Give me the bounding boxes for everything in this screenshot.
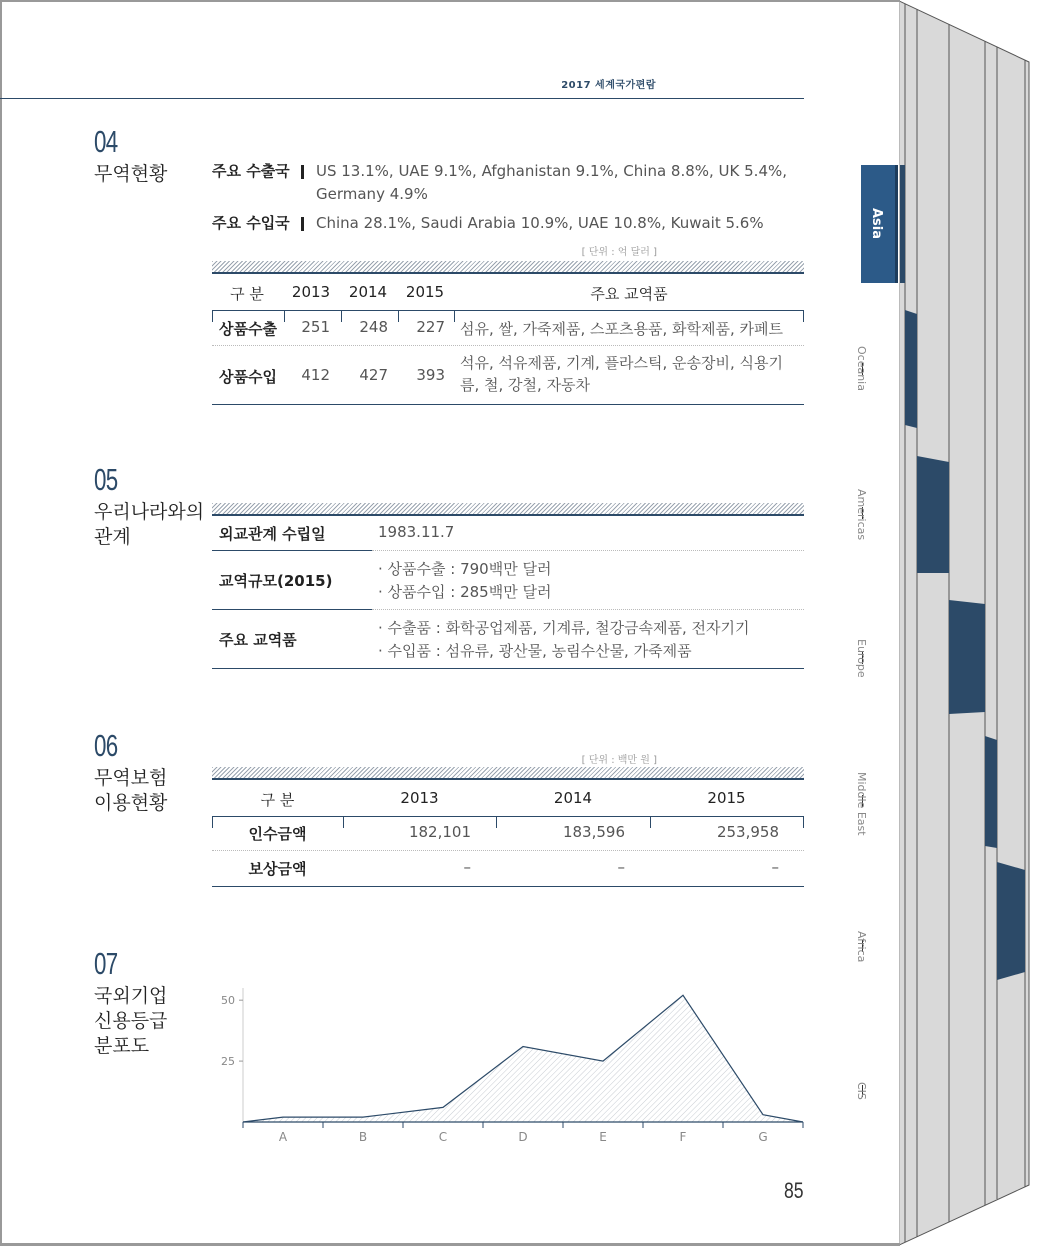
insurance-row-underwriting-2014: 183,596 [562,823,625,841]
trade-header-category: 구 분 [230,285,264,303]
tab-oceania[interactable]: Oceania [855,346,868,391]
trade-row-export-items: 섬유, 쌀, 가죽제품, 스포츠용품, 화학제품, 카페트 [460,320,783,338]
insurance-row-underwriting-2013: 182,101 [408,823,471,841]
x-tick-label-d: D [518,1130,528,1144]
header-title: 2017 세계국가편람 [561,80,656,91]
y-tick-label: 25 [221,1055,235,1069]
trade-unit-note: [ 단위 : 억 달러 ] [581,247,657,258]
trade-header-2013: 2013 [291,283,331,301]
tab-middle-east[interactable]: Middle East [855,772,868,836]
table-top-rule [212,514,804,516]
x-tick-label-g: G [758,1130,768,1144]
y-tick-label: 50 [221,994,235,1008]
relations-value-established: 1983.11.7 [378,523,455,541]
section-04-number: 04 [94,124,118,159]
trade-row-export-2013: 251 [301,318,330,336]
trade-row-import-items: 석유, 석유제품, 기계, 플라스틱, 운송장비, 식용기름, 철, 강철, 자동차 [460,354,783,394]
insurance-row-compensation-2015: – [771,858,779,876]
separator-bar [301,165,304,179]
section-07-title-line2: 신용등급 [94,1010,168,1032]
x-tick-label-b: B [358,1130,368,1144]
book-tab-stack [897,0,1045,1246]
section-05-title-line2: 관계 [94,526,131,548]
insurance-row-compensation-label: 보상금액 [248,860,307,878]
trade-header-items: 주요 교역품 [590,285,668,303]
import-countries-value: China 28.1%, Saudi Arabia 10.9%, UAE 10.8%, Kuwait 5.6% [316,214,764,232]
trade-row-import-label: 상품수입 [219,368,277,386]
relations-value-import-items: · 수입품 : 섬유류, 광산물, 농림수산물, 가죽제품 [378,642,692,660]
table-hatch-band [212,261,804,272]
section-07-number: 07 [94,946,118,981]
tab-asia-label: Asia [869,208,884,240]
trade-table-bottom-rule [212,404,804,405]
trade-row-import-2014: 427 [359,366,388,384]
relations-label-established: 외교관계 수립일 [219,525,326,543]
tab-americas[interactable]: Americas [855,489,868,541]
insurance-header-2014: 2014 [553,789,593,807]
table-hatch-band [212,767,804,778]
trade-header-2014: 2014 [348,283,388,301]
relations-label-trade-items: 주요 교역품 [219,631,297,649]
trade-row-export-2015: 227 [416,318,445,336]
tab-cis[interactable]: CIS [855,1082,868,1100]
insurance-row-underwriting-2015: 253,958 [716,823,779,841]
credit-rating-chart [200,980,810,1150]
import-countries-label: 주요 수입국 [212,214,290,232]
insurance-unit-note: [ 단위 : 백만 원 ] [581,755,657,766]
section-06-title-line2: 이용현황 [94,792,168,814]
separator-bar [301,217,304,231]
insurance-header-2013: 2013 [400,789,439,807]
table-hatch-band [212,503,804,514]
relations-value-import: · 상품수입 : 285백만 달러 [378,583,552,601]
section-05-title-line1: 우리나라와의 [94,501,205,523]
trade-row-export-2014: 248 [359,318,388,336]
tab-africa[interactable]: Africa [855,931,868,963]
x-tick-label-f: F [679,1130,687,1144]
section-07-title-line1: 국외기업 [94,985,168,1007]
section-07-title-line3: 분포도 [94,1035,150,1057]
trade-row-export-label: 상품수출 [219,320,277,338]
relations-value-export-items: · 수출품 : 화학공업제품, 기계류, 철강금속제품, 전자기기 [378,619,750,637]
insurance-header-2015: 2015 [707,789,746,807]
insurance-row-compensation-2013: – [463,858,471,876]
section-05-number: 05 [94,462,118,497]
export-countries-label: 주요 수출국 [212,162,290,180]
relations-value-export: · 상품수출 : 790백만 달러 [378,560,552,578]
chart-area-fill [243,995,803,1122]
tab-europe[interactable]: Europe [855,639,868,678]
table-top-rule [212,778,804,780]
trade-header-rule [212,310,804,311]
insurance-row-compensation-2014: – [617,858,625,876]
insurance-table-bottom-rule [212,886,804,887]
export-countries-value: US 13.1%, UAE 9.1%, Afghanistan 9.1%, China 8.8%, UK 5.4%, Germany 4.9% [316,162,788,203]
insurance-header-category: 구 분 [260,791,295,809]
trade-row-import-2013: 412 [301,366,330,384]
x-tick-label-a: A [278,1130,288,1144]
section-06-number: 06 [94,728,118,763]
insurance-row-underwriting-label: 인수금액 [248,825,307,843]
x-tick-label-c: C [438,1130,448,1144]
trade-row-import-2015: 393 [416,366,445,384]
x-tick-label-e: E [599,1130,607,1144]
section-04-title: 무역현황 [94,163,168,185]
trade-header-2015: 2015 [405,283,445,301]
table-top-rule [212,272,804,274]
row-divider [212,345,804,346]
header-rule [0,98,804,99]
relations-label-trade-volume: 교역규모(2015) [219,572,333,590]
section-06-title-line1: 무역보험 [94,767,168,789]
page-number: 85 [784,1178,804,1203]
relations-table-bottom-rule [212,668,804,669]
